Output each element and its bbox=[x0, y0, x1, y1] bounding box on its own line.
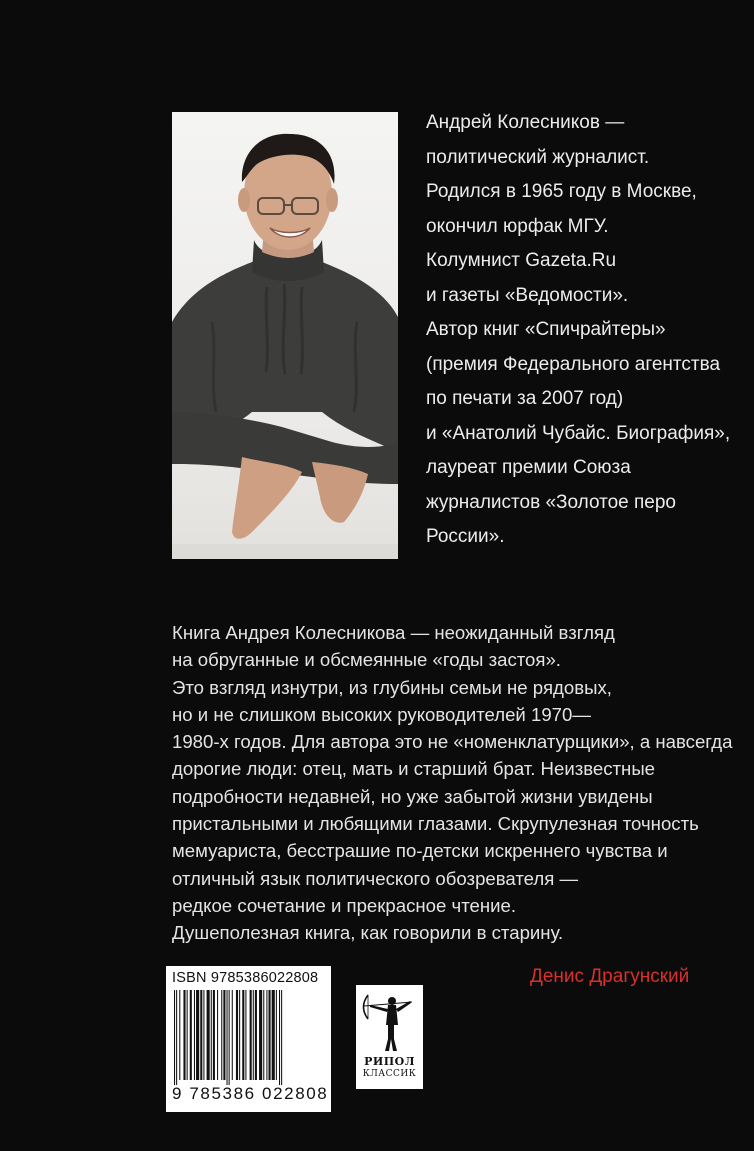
bio-line: окончил юрфак МГУ. bbox=[426, 215, 609, 237]
bio-line: Андрей Колесников — bbox=[426, 112, 625, 133]
review-line: дорогие люди: отец, мать и старший брат. Неизвестные bbox=[172, 758, 656, 780]
review-line: на обруганные и обсмеянные «годы застоя». bbox=[172, 649, 561, 671]
bio-line: журналистов «Золотое перо bbox=[426, 491, 676, 513]
bio-line: Родился в 1965 году в Москве, bbox=[426, 181, 697, 202]
barcode-digits: 9 785386 022808 bbox=[172, 1084, 329, 1103]
review-line: редкое сочетание и прекрасное чтение. bbox=[172, 894, 517, 916]
bio-line: Колумнист Gazeta.Ru bbox=[426, 250, 617, 271]
publisher-logo bbox=[356, 985, 423, 1089]
barcode-bars bbox=[174, 990, 325, 1085]
author-bio bbox=[426, 106, 746, 555]
review-line: Душеполезная книга, как говорили в старину. bbox=[172, 922, 564, 944]
review-line: 1980-х годов. Для автора это не «номенклатурщики», а навсегда bbox=[172, 731, 733, 753]
author-photo bbox=[172, 112, 398, 559]
publisher-subname: КЛАССИК bbox=[362, 1069, 417, 1079]
isbn-barcode bbox=[166, 966, 331, 1112]
review-line: Это взгляд изнутри, из глубины семьи не рядовых, bbox=[172, 676, 612, 698]
bio-line: Автор книг «Спичрайтеры» bbox=[426, 319, 666, 340]
review-author: Денис Драгунский bbox=[530, 966, 690, 987]
bio-line: и «Анатолий Чубайс. Биография», bbox=[426, 422, 731, 444]
review-line: мемуариста, бесстрашие по-детски искреннего чувства и bbox=[172, 840, 668, 862]
bio-line: и газеты «Ведомости». bbox=[426, 284, 629, 306]
isbn-label: ISBN 9785386022808 bbox=[172, 970, 319, 986]
review-line: отличный язык политического обозревателя — bbox=[172, 867, 579, 889]
review-line: но и не слишком высоких руководителей 1970— bbox=[172, 703, 591, 725]
bio-line: лауреат премии Союза bbox=[426, 457, 631, 478]
review-text bbox=[172, 619, 732, 947]
review-line: Книга Андрея Колесникова — неожиданный взгляд bbox=[172, 622, 615, 643]
review-line: пристальными и любящими глазами. Скрупулезная точность bbox=[172, 813, 699, 835]
bio-line: по печати за 2007 год) bbox=[426, 388, 624, 409]
bio-line: политический журналист. bbox=[426, 146, 650, 168]
review-line: подробности недавней, но уже забытой жизни увидены bbox=[172, 785, 653, 807]
bio-line: (премия Федерального агентства bbox=[426, 353, 721, 375]
publisher-name: РИПОЛ bbox=[364, 1055, 415, 1068]
bio-line: России». bbox=[426, 526, 505, 547]
